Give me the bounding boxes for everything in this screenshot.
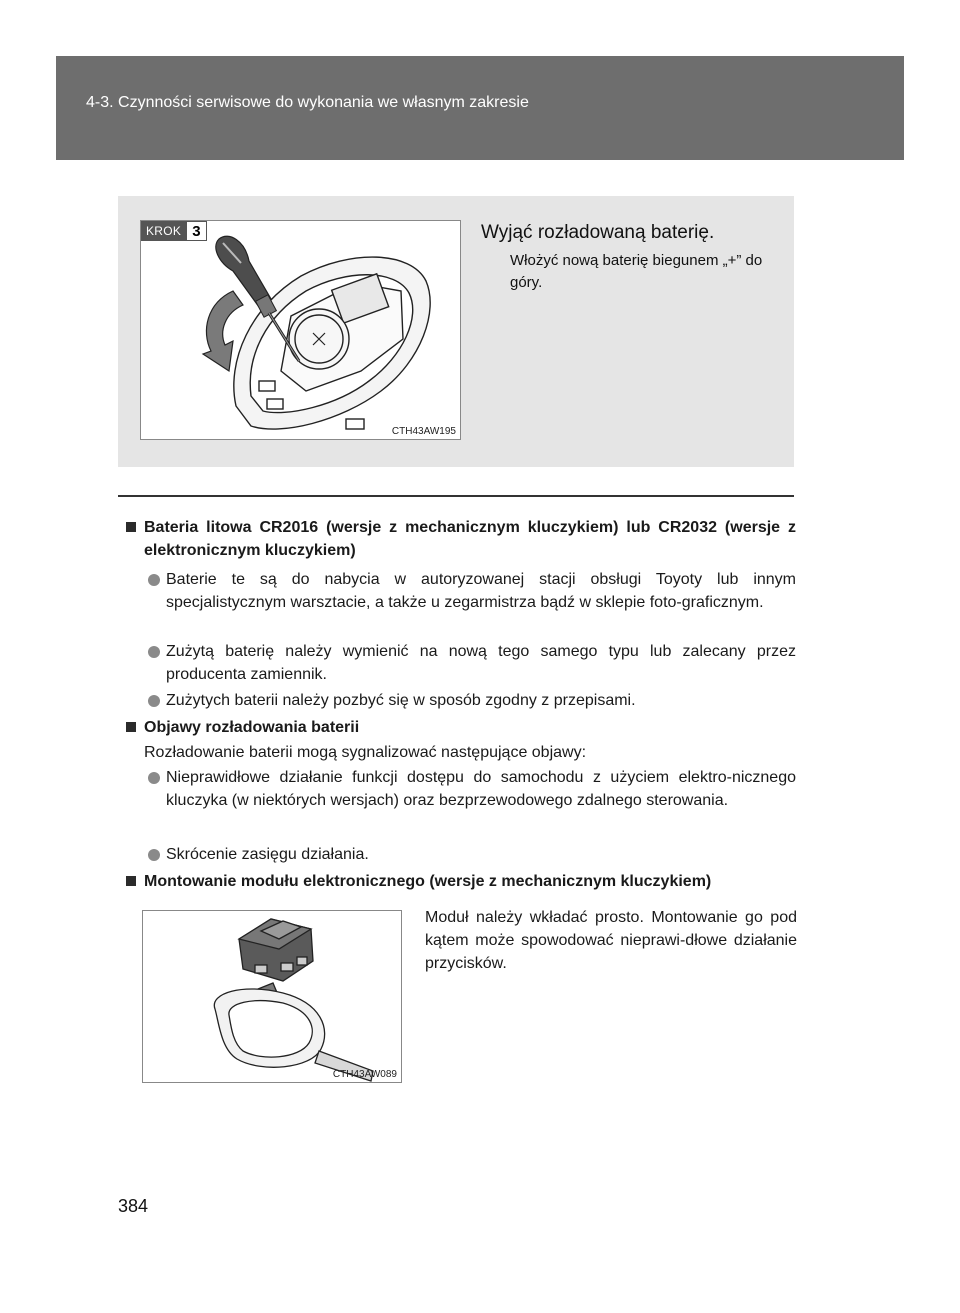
square-bullet-icon (126, 522, 136, 532)
step-badge (141, 221, 207, 241)
square-bullet-icon (126, 876, 136, 886)
battery-heading: Bateria litowa CR2016 (wersje z mechanicznym kluczykiem) lub CR2032 (wersje z elektronicznym kluczykiem) (144, 519, 796, 559)
symptoms-heading: Objawy rozładowania baterii (144, 719, 360, 736)
module-heading: Montowanie modułu elektronicznego (wersje z mechanicznym kluczykiem) (144, 873, 712, 890)
battery-bullet-replacement: Zużytą baterię należy wymienić na nową tego samego typu lub zalecany przez producenta zamiennik. (166, 643, 796, 683)
symptoms-bullet-malfunction: Nieprawidłowe działanie funkcji dostępu do samochodu z użyciem elektro-nicznego kluczyka (w niektórych wersjach) oraz bezprzewodowego zdalnego sterowania. (166, 769, 796, 809)
circle-bullet-icon (148, 695, 160, 707)
step-instruction: Włożyć nową baterię biegunem „+” do góry. (510, 252, 763, 291)
symptoms-bullet-range: Skrócenie zasięgu działania. (166, 846, 369, 863)
key-module-drawing (143, 911, 401, 1082)
key-fob-screwdriver-drawing (141, 221, 460, 439)
symptoms-intro: Rozładowanie baterii mogą sygnalizować następujące objawy: (144, 744, 587, 761)
section-header (56, 56, 904, 160)
step-badge-label: KROK (141, 221, 186, 241)
circle-bullet-icon (148, 574, 160, 586)
circle-bullet-icon (148, 772, 160, 784)
battery-bullet-disposal: Zużytych baterii należy pozbyć się w sposób zgodny z przepisami. (166, 692, 636, 709)
figure-code: CTH43AW089 (332, 1069, 397, 1080)
battery-bullet-availability: Baterie te są do nabycia w autoryzowanej stacji obsługi Toyoty lub innym specjalistycznym warsztacie, a także u zegarmistrza bądź w sklepie foto-graficznym. (166, 571, 796, 611)
step-badge-number: 3 (186, 221, 206, 241)
step-title: Wyjąć rozładowaną baterię. (481, 222, 715, 243)
battery-removal-illustration (140, 220, 461, 440)
figure-code: CTH43AW195 (391, 426, 456, 437)
section-divider (118, 495, 794, 497)
page-number: 384 (118, 1196, 149, 1216)
section-title: 4-3. Czynności serwisowe do wykonania we własnym zakresie (86, 94, 529, 111)
module-instruction: Moduł należy wkładać prosto. Montowanie go pod kątem może spowodować nieprawi-dłowe działanie przycisków. (425, 909, 797, 972)
step-panel (118, 196, 794, 467)
module-install-illustration (142, 910, 402, 1083)
circle-bullet-icon (148, 849, 160, 861)
square-bullet-icon (126, 722, 136, 732)
circle-bullet-icon (148, 646, 160, 658)
